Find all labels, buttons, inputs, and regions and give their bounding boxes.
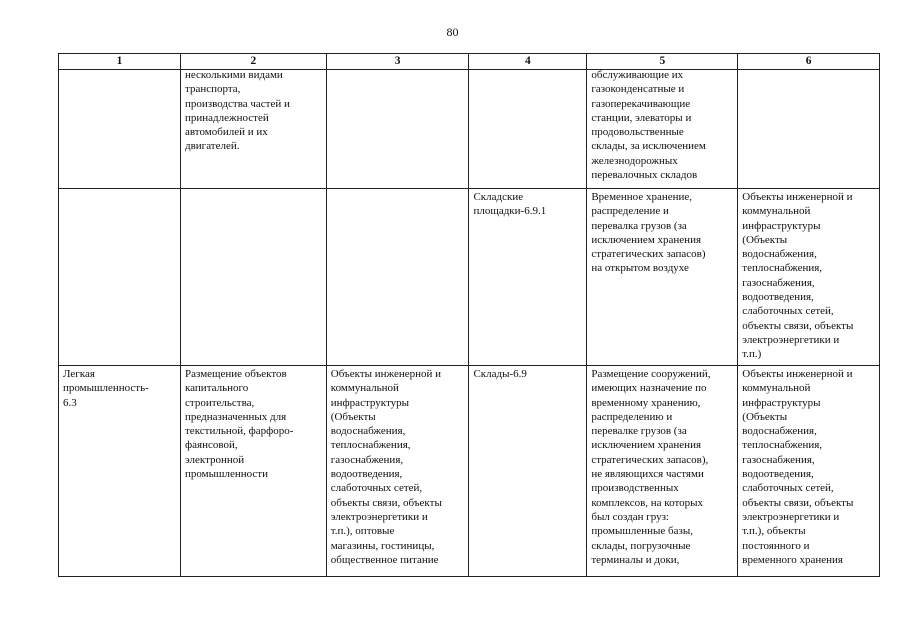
table-cell (59, 366, 181, 577)
cell-text: Размещение объектов капитального строительства, предназначенных для текстильной, фарфоро- фаянсовой, электронной промышленности (185, 368, 294, 481)
table-cell (59, 189, 181, 366)
cell-text: Склады-6.9 (473, 368, 527, 380)
table-cell (326, 366, 469, 577)
cell-text: Легкая промышленность- 6.3 (63, 368, 149, 409)
cell-text: несколькими видами транспорта, производства частей и принадлежностей автомобилей и их двигателей. (185, 69, 290, 153)
column-header-2: 2 (181, 54, 327, 70)
table-cell (738, 366, 880, 577)
cell-text: Объекты инженерной и коммунальной инфраструктуры (Объекты водоснабжения, теплоснабжения, газоснабжения, водоотведения, слаботочных сетей, объекты связи, объекты электроэнергетики и т.п.) (742, 191, 854, 361)
table-cell (738, 189, 880, 366)
cell-text: Складские площадки-6.9.1 (473, 191, 547, 218)
column-header-4: 4 (469, 54, 587, 70)
table-cell (469, 189, 587, 366)
table-header-row (59, 54, 880, 70)
table-cell (326, 189, 469, 366)
table-cell (738, 70, 880, 189)
cell-text: Размещение сооружений, имеющих назначение по временному хранению, распределению и перевалке грузов (за исключением хранения стратегических запасов), не являющихся частями производственных комплексов, на которых был создан груз: промышленные базы, склады, погрузочные терминалы и доки, (591, 368, 711, 566)
table-cell (181, 70, 327, 189)
table-row (59, 189, 880, 366)
land-use-table (58, 53, 880, 577)
table-cell (59, 70, 181, 189)
table-cell (326, 70, 469, 189)
column-header-1: 1 (59, 54, 181, 70)
table-row (59, 70, 880, 189)
column-header-3: 3 (326, 54, 469, 70)
table-cell (469, 70, 587, 189)
cell-text: Объекты инженерной и коммунальной инфраструктуры (Объекты водоснабжения, теплоснабжения, газоснабжения, водоотведения, слаботочных сетей, объекты связи, объекты электроэнергетики и т.п.), объекты постоянного и временного хранения (742, 368, 854, 566)
table-cell (587, 70, 738, 189)
table-row (59, 366, 880, 577)
page-number: 80 (446, 25, 459, 39)
cell-text: Объекты инженерной и коммунальной инфраструктуры (Объекты водоснабжения, теплоснабжения, газоснабжения, водоотведения, слаботочных сетей, объекты связи, объекты электроэнергетики и т.п.), оптовые магазины, гостиницы, общественное питание (330, 368, 442, 566)
column-header-5: 5 (587, 54, 738, 70)
column-header-6: 6 (738, 54, 880, 70)
table-cell (587, 366, 738, 577)
table-cell (181, 366, 327, 577)
cell-text: Временное хранение, распределение и перевалка грузов (за исключением хранения стратегических запасов) на открытом воздухе (591, 191, 706, 275)
table-cell (181, 189, 327, 366)
table-cell (469, 366, 587, 577)
table-cell (587, 189, 738, 366)
cell-text: обслуживающие их газоконденсатные и газоперекачивающие станции, элеваторы и продовольственные склады, за исключением железнодорожных перевалочных складов (591, 69, 706, 182)
